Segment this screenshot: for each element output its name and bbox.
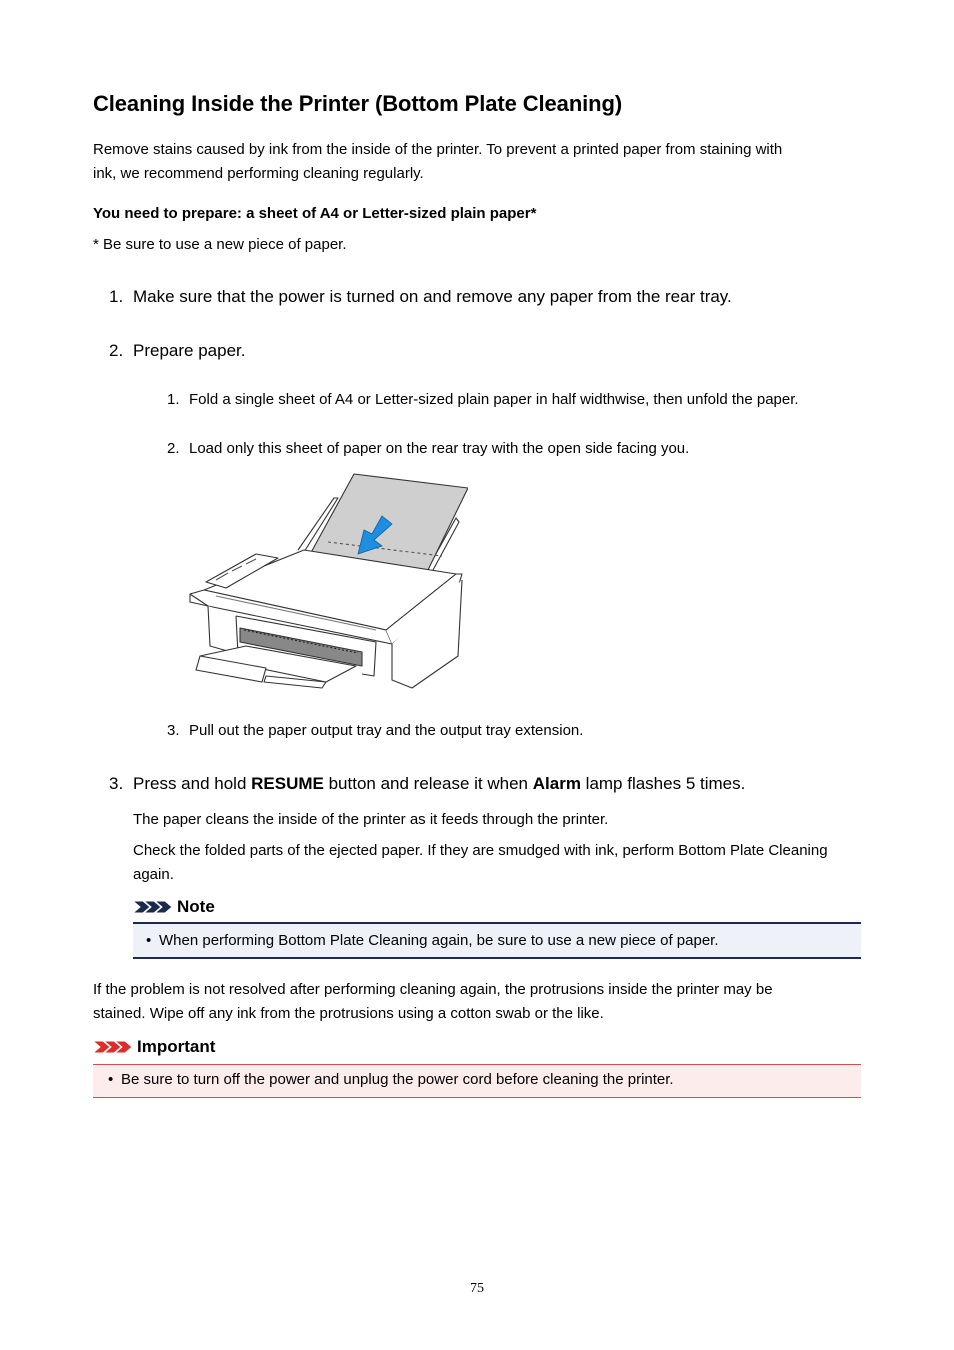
paragraph-line: again. [133, 866, 174, 883]
note-box [133, 922, 861, 959]
step-3-paragraph-2 [133, 839, 828, 887]
alarm-lamp-label: Alarm [532, 774, 581, 793]
page-number: 75 [470, 1281, 484, 1296]
important-heading [93, 1035, 215, 1059]
paragraph-line: stained. Wipe off any ink from the protrusions using a cotton swab or the like. [93, 1005, 604, 1022]
important-title: Important [137, 1037, 216, 1056]
bullet-icon: • [108, 1071, 114, 1088]
step-2 [109, 339, 246, 363]
step-text-part: button and release it when [323, 774, 533, 793]
important-chevrons-icon [93, 1039, 133, 1055]
important-box [93, 1064, 861, 1098]
after-paragraph [93, 978, 773, 1026]
printer-paper-loading-illustration [186, 470, 468, 692]
note-chevrons-icon [133, 899, 173, 915]
note-title: Note [177, 897, 215, 916]
note-item-text: When performing Bottom Plate Cleaning again, be sure to use a new piece of paper. [159, 932, 719, 949]
step-1 [109, 285, 732, 309]
step-number: 3. [109, 774, 124, 793]
substep-text: Pull out the paper output tray and the output tray extension. [189, 722, 584, 739]
substep-2-2 [167, 438, 690, 460]
intro-paragraph [93, 138, 782, 186]
step-text: Make sure that the power is turned on and remove any paper from the rear tray. [133, 287, 732, 306]
substep-number: 3. [167, 722, 180, 739]
intro-line-2: ink, we recommend performing cleaning regularly. [93, 165, 424, 182]
step-3-paragraph-1: The paper cleans the inside of the printer as it feeds through the printer. [133, 811, 609, 828]
step-text: Prepare paper. [133, 341, 246, 360]
step-text-part: Press and hold [133, 774, 252, 793]
step-text-part: lamp flashes 5 times. [580, 774, 746, 793]
note-heading [133, 895, 215, 919]
page-title: Cleaning Inside the Printer (Bottom Plate Cleaning) [93, 91, 623, 116]
bullet-icon: • [146, 932, 152, 949]
substep-number: 2. [167, 440, 180, 457]
important-item [108, 1070, 674, 1090]
step-number: 1. [109, 287, 124, 306]
prepare-text: You need to prepare: a sheet of A4 or Letter-sized plain paper* [93, 205, 537, 222]
substep-2-3 [167, 720, 584, 742]
paragraph-line: If the problem is not resolved after performing cleaning again, the protrusions inside the printer may be [93, 981, 773, 998]
step-3 [109, 772, 746, 796]
paragraph-line: Check the folded parts of the ejected paper. If they are smudged with ink, perform Bottom Plate Cleaning [133, 842, 828, 859]
intro-line-1: Remove stains caused by ink from the inside of the printer. To prevent a printed paper from staining with [93, 141, 783, 158]
resume-button-label: RESUME [251, 774, 324, 793]
substep-text: Load only this sheet of paper on the rear tray with the open side facing you. [189, 440, 690, 457]
note-item [146, 931, 719, 951]
important-item-text: Be sure to turn off the power and unplug the power cord before cleaning the printer. [121, 1071, 674, 1088]
substep-text: Fold a single sheet of A4 or Letter-sized plain paper in half widthwise, then unfold the paper. [189, 391, 799, 408]
footnote: * Be sure to use a new piece of paper. [93, 236, 347, 253]
substep-2-1 [167, 389, 799, 411]
step-text [133, 772, 745, 796]
substep-number: 1. [167, 391, 180, 408]
step-number: 2. [109, 341, 124, 360]
